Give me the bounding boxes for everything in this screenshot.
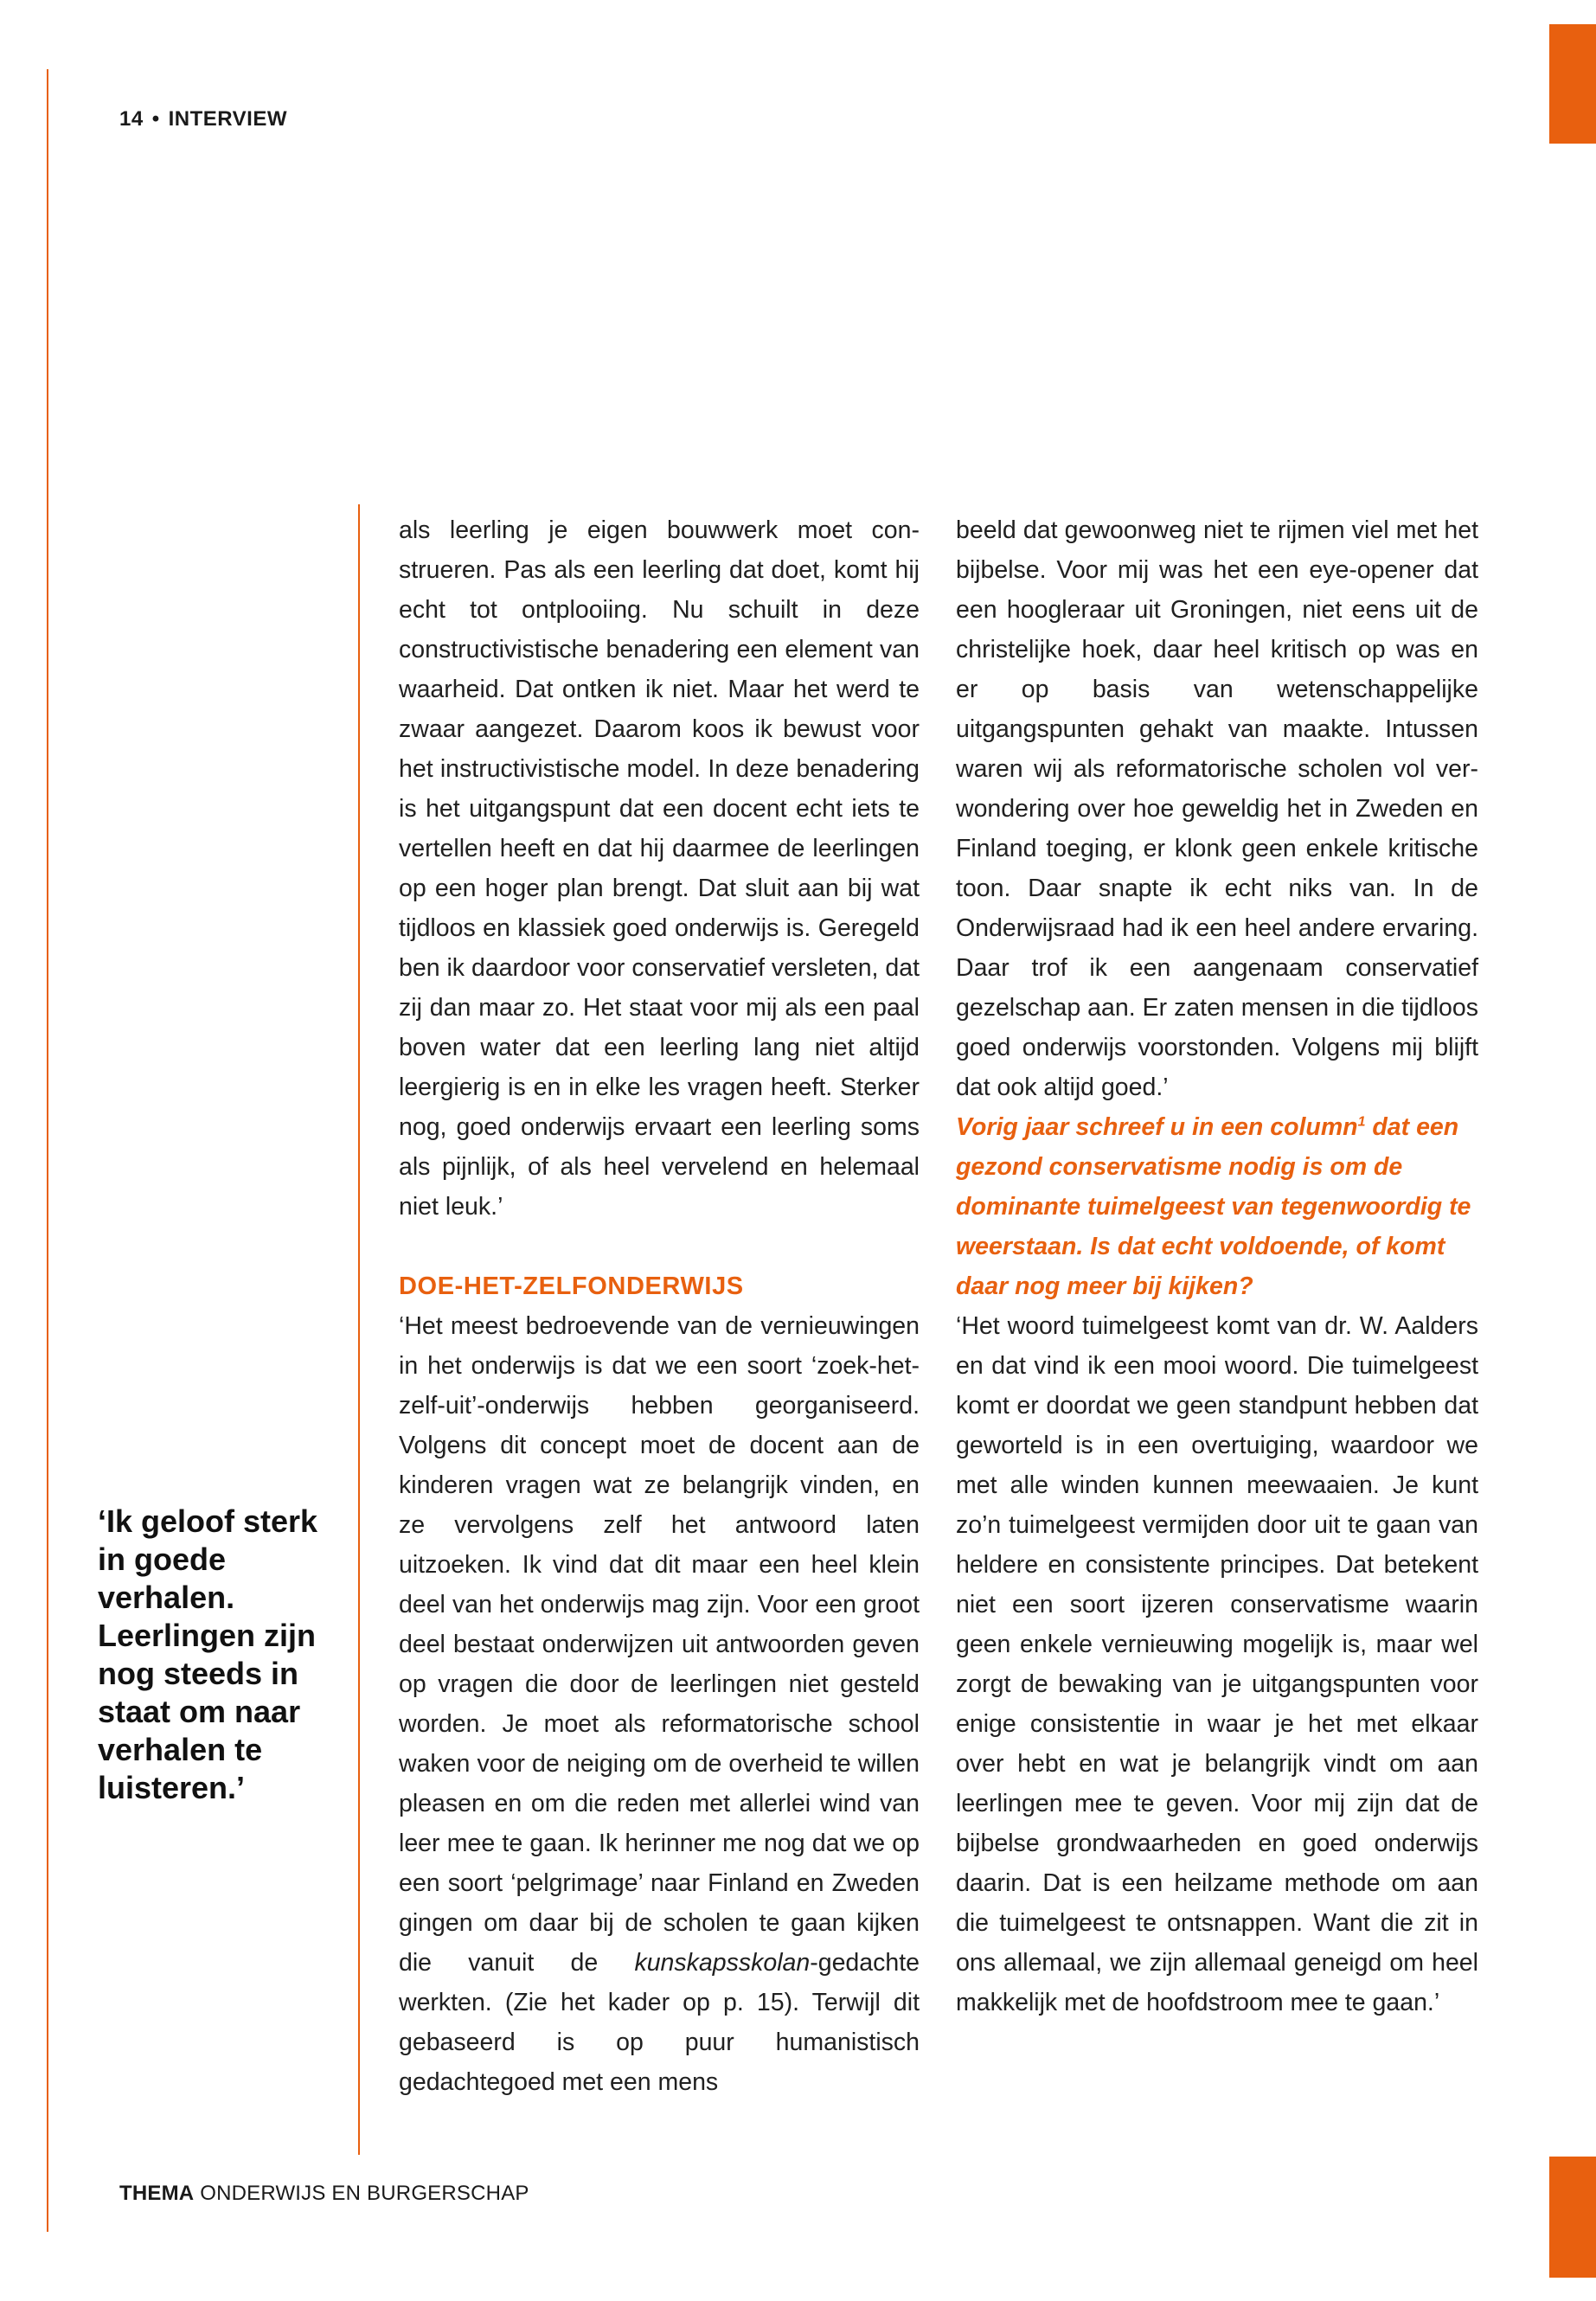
- pullquote-divider-rule: [358, 504, 360, 2155]
- page-footer: [119, 2182, 529, 2206]
- subheading-doe-het-zelfonderwijs: DOE-HET-ZELFONDERWIJS: [399, 1272, 744, 1300]
- italic-term-kunskapsskolan: kunskapsskolan: [634, 1949, 811, 1977]
- header-separator: •: [151, 107, 160, 131]
- paragraph-constructivism: als leerling je eigen bouwwerk moet construeren. Pas als een leerling dat doet, komt hij echt tot ontplooiing. Nu schuilt in deze constructivistische benadering een element van waarheid. Dat ontken ik niet. Maar het werd te zwaar aangezet. Daarom koos ik bewust voor het instructivistische model. In deze benadering is het uitgangspunt dat een docent echt iets te vertellen heeft en dat hij daarmee de leerlingen op een hoger plan brengt. Dat sluit aan bij wat tijdloos en klassiek goed onderwijs is. Geregeld ben ik daardoor voor conservatief versleten, dat zij dan maar zo. Het staat voor mij als een paal boven water dat een leerling lang niet altijd leergierig is en in elke les vragen heeft. Sterker nog, goed onderwijs ervaart een leerling soms als pijnlijk, of als heel vervelend en helemaal niet leuk.’: [399, 516, 920, 1221]
- paragraph-text-end: -gedachte werkten. (Zie het kader op p. 15). Terwijl dit gebaseerd is op puur humanistisch gedachtegoed met een mens: [399, 1949, 920, 2096]
- question-text-end: dat een gezond conservatisme nodig is om de dominante tuimelgeest van tegenwoordig te weerstaan. Is dat echt voldoende, of komt daar nog meer bij kijken?: [956, 1113, 1471, 1300]
- interview-question: [956, 1107, 1478, 1306]
- article-column-middle: [399, 510, 920, 2102]
- paragraph-tuimelgeest: ‘Het woord tuimelgeest komt van dr. W. Aalders en dat vind ik een mooi woord. Die tuimelgeest komt er doordat we geen standpunt hebben dat geworteld is in een overtuiging, waardoor we met alle winden kunnen meewaaien. Je kunt zo’n tuimelgeest vermijden door uit te gaan van heldere en consistente principes. Dat betekent niet een soort ijzeren conservatisme waarin geen enkele vernieuwing mogelijk is, maar wel zorgt de bewaking van je uitgangspunten voor enige consistentie in waar je het met elkaar over hebt en wat je belangrijk vindt om aan leerlingen mee te geven. Voor mij zijn dat de bijbelse grondwaarheden en goed onderwijs daarin. Dat is een heilzame methode om aan die tuimelgeest te ontsnappen. Want die zit in ons allemaal, we zijn allemaal geneigd om heel makkelijk met de hoofdstroom mee te gaan.’: [956, 1312, 1478, 2016]
- footer-subject: ONDERWIJS EN BURGERSCHAP: [200, 2182, 529, 2205]
- paragraph-zoek-het-zelf-uit: [399, 1306, 920, 2102]
- pull-quote: ‘Ik geloof sterk in goede verhalen. Leerlingen zijn nog steeds in staat om naar verhalen te luisteren.’: [98, 1503, 318, 1805]
- page-header: [119, 107, 287, 131]
- paragraph-text-start: ‘Het meest bedroevende van de vernieuwingen in het onderwijs is dat we een soort ‘zoek-het-zelf-uit’-onderwijs hebben georganiseerd. Volgens dit concept moet de docent aan de kinderen vragen wat ze belangrijk vinden, en ze vervolgens zelf het antwoord laten uitzoeken. Ik vind dat dit maar een heel klein deel van het onderwijs mag zijn. Voor een groot deel bestaat onderwijzen uit antwoorden geven op vragen die door de leerlingen niet gesteld worden. Je moet als reformatorische school waken voor de neiging om de overheid te willen pleasen en om die reden met allerlei wind van leer mee te gaan. Ik herinner me nog dat we op een soort ‘pelgrimage’ naar Finland en Zweden gingen om daar bij de scholen te gaan kijken die vanuit de: [399, 1312, 920, 1977]
- question-text-start: Vorig jaar schreef u in een column: [956, 1113, 1358, 1141]
- footer-theme-label: THEMA: [119, 2182, 195, 2205]
- article-column-right: [956, 510, 1478, 2022]
- section-title: INTERVIEW: [168, 107, 288, 131]
- left-margin-rule: [47, 69, 48, 2232]
- footnote-marker: 1: [1357, 1114, 1366, 1130]
- orange-edge-tab-top: [1549, 24, 1596, 144]
- page-number: 14: [119, 107, 144, 131]
- orange-edge-tab-bottom: [1549, 2157, 1596, 2278]
- paragraph-mensbeeld: beeld dat gewoonweg niet te rijmen viel met het bijbelse. Voor mij was het een eye-opener dat een hoogleraar uit Groningen, niet eens uit de christelijke hoek, daar heel kritisch op was en er op basis van wetenschappelijke uitgangspunten gehakt van maakte. Intussen waren wij als reformatorische scholen vol verwondering over hoe geweldig het in Zweden en Finland toeging, er klonk geen enkele kritische toon. Daar snapte ik echt niks van. In de Onderwijsraad had ik een heel andere ervaring. Daar trof ik een aangenaam conservatief gezelschap aan. Er zaten mensen in die tijdloos goed onderwijs voorstonden. Volgens mij blijft dat ook altijd goed.’: [956, 516, 1478, 1101]
